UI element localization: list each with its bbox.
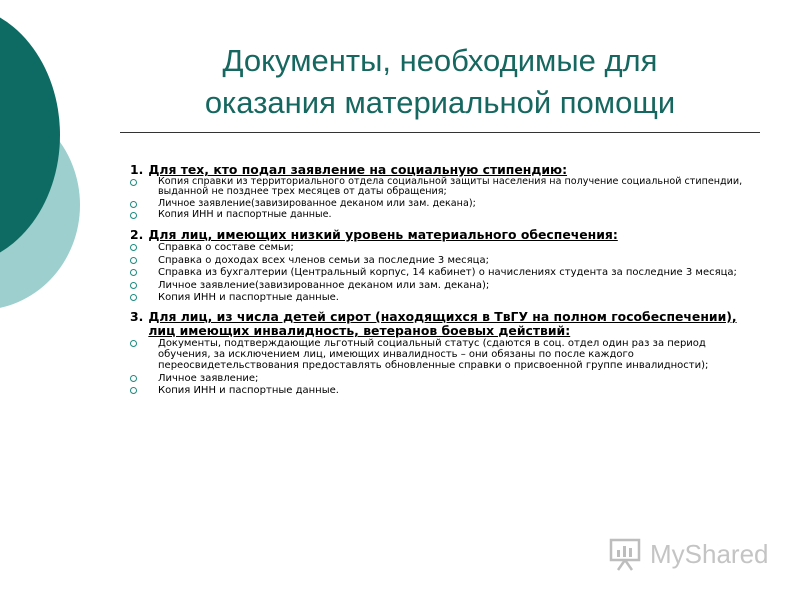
title-divider <box>120 132 760 133</box>
list-item: Справка о составе семьи; <box>130 242 755 253</box>
circle-bullet-icon <box>130 269 137 276</box>
list-item: Копия ИНН и паспортные данные. <box>130 385 755 396</box>
circle-bullet-icon <box>130 212 137 219</box>
circle-bullet-icon <box>130 179 137 186</box>
list-item: Копия справки из территориального отдела социальной защиты населения на получение социальной стипендии, выданной не позднее трех месяцев от даты обращения; <box>130 177 755 197</box>
list-item: Копия ИНН и паспортные данные. <box>130 210 755 220</box>
list-item: Личное заявление(завизированное деканом или зам. декана); <box>130 199 755 209</box>
section-list <box>130 242 755 303</box>
circle-bullet-icon <box>130 387 137 394</box>
section-heading: 1. Для тех, кто подал заявление на социальную стипендию: <box>130 162 568 177</box>
presentation-board-icon <box>608 536 644 572</box>
slide-content <box>130 163 755 398</box>
list-item: Личное заявление(завизированное деканом или зам. декана); <box>130 280 755 291</box>
section-heading: 3. Для лиц, из числа детей сирот (находящихся в ТвГУ на полном гособеспечении), лиц имеющих инвалидность, ветеранов боевых действий: <box>130 309 737 338</box>
circle-bullet-icon <box>130 257 137 264</box>
watermark-logo <box>608 536 769 572</box>
list-item: Документы, подтверждающие льготный социальный статус (сдаются в соц. отдел один раз за период обучения, за исключением лиц, имеющих инвалидность – они обязаны по после каждого переосвидетельствования предоставлять обновленные справки о присвоенной группе инвалидности); <box>130 338 755 371</box>
circle-bullet-icon <box>130 375 137 382</box>
circle-bullet-icon <box>130 340 137 347</box>
circle-bullet-icon <box>130 282 137 289</box>
watermark-text: MyShared <box>650 538 769 569</box>
circle-bullet-icon <box>130 201 137 208</box>
section-list <box>130 177 755 220</box>
slide-title: Документы, необходимые для оказания материальной помощи <box>204 43 676 120</box>
list-item: Личное заявление; <box>130 373 755 384</box>
section-list <box>130 338 755 396</box>
list-item: Справка из бухгалтерии (Центральный корпус, 14 кабинет) о начислениях студента за последние 3 месяца; <box>130 267 755 278</box>
circle-bullet-icon <box>130 294 137 301</box>
list-item: Копия ИНН и паспортные данные. <box>130 292 755 303</box>
circle-bullet-icon <box>130 244 137 251</box>
section-heading: 2. Для лиц, имеющих низкий уровень материального обеспечения: <box>130 227 618 242</box>
list-item: Справка о доходах всех членов семьи за последние 3 месяца; <box>130 255 755 266</box>
